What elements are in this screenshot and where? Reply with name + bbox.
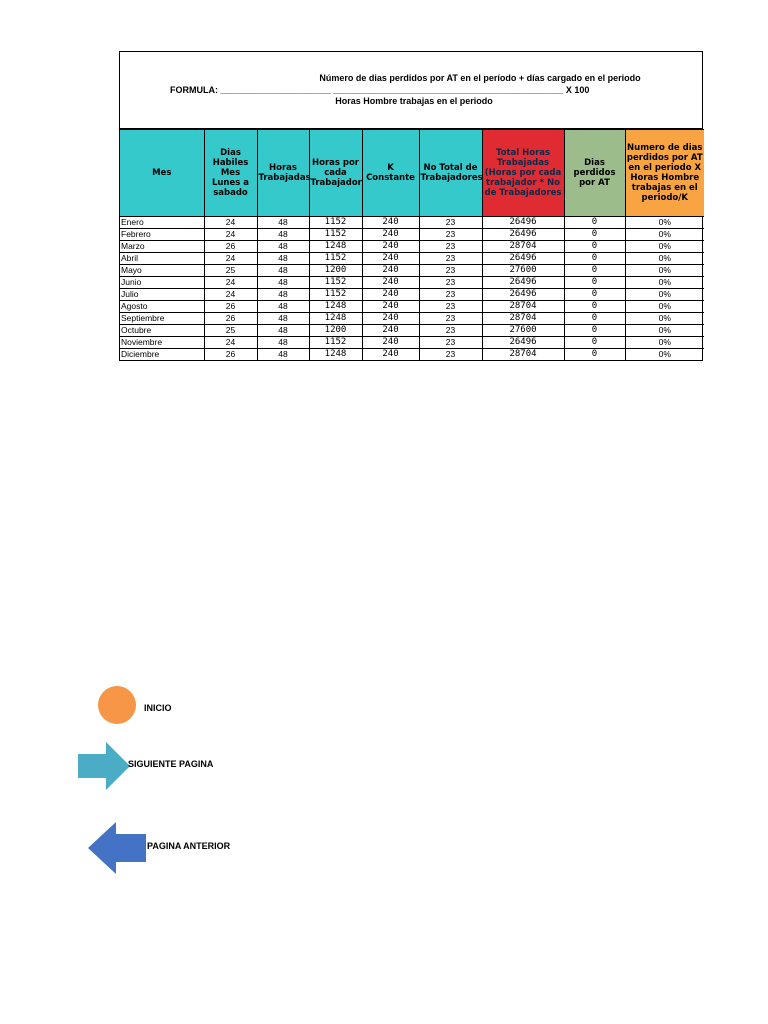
header-horas-trabajadas: Horas Trabajadas: [257, 130, 309, 217]
table-cell[interactable]: 48: [257, 241, 309, 253]
table-cell[interactable]: 24: [204, 253, 257, 265]
table-cell[interactable]: 1152: [309, 277, 362, 289]
header-dias-perdidos: Dias perdidos por AT: [564, 130, 625, 217]
table-cell[interactable]: 240: [362, 349, 419, 361]
table-cell[interactable]: 240: [362, 253, 419, 265]
table-cell[interactable]: 23: [419, 253, 482, 265]
table-cell[interactable]: 48: [257, 337, 309, 349]
table-cell[interactable]: 24: [204, 217, 257, 229]
table-cell[interactable]: 0: [564, 325, 625, 337]
header-k-constante: K Constante: [362, 130, 419, 217]
table-cell[interactable]: 23: [419, 217, 482, 229]
cell-mes[interactable]: Septiembre: [120, 313, 204, 325]
table-cell[interactable]: 0: [564, 229, 625, 241]
table-cell[interactable]: 0%: [625, 253, 704, 265]
header-dias-habiles: Dias Habiles Mes Lunes a sabado: [204, 130, 257, 217]
pagina-anterior-button[interactable]: [88, 822, 146, 874]
table-cell[interactable]: 48: [257, 277, 309, 289]
table-cell[interactable]: 48: [257, 289, 309, 301]
cell-mes[interactable]: Marzo: [120, 241, 204, 253]
cell-mes[interactable]: Enero: [120, 217, 204, 229]
cell-mes[interactable]: Abril: [120, 253, 204, 265]
header-row: [120, 130, 704, 217]
table-cell[interactable]: 240: [362, 289, 419, 301]
table-cell[interactable]: 26496: [482, 277, 564, 289]
arrow-left-icon: [88, 822, 146, 874]
table-cell[interactable]: 1152: [309, 253, 362, 265]
table-row: [120, 337, 704, 349]
table-row: [120, 253, 704, 265]
table-cell[interactable]: 25: [204, 265, 257, 277]
table-row: [120, 325, 704, 337]
table-cell[interactable]: 0%: [625, 217, 704, 229]
table-cell[interactable]: 240: [362, 265, 419, 277]
table-cell[interactable]: 23: [419, 301, 482, 313]
circle-icon: [97, 685, 137, 725]
table-cell[interactable]: 0: [564, 349, 625, 361]
table-cell[interactable]: 240: [362, 313, 419, 325]
table-cell[interactable]: 1248: [309, 349, 362, 361]
table-cell[interactable]: 28704: [482, 241, 564, 253]
formula-factor: X 100: [565, 85, 590, 95]
table-cell[interactable]: 26496: [482, 337, 564, 349]
table-cell[interactable]: 0: [564, 337, 625, 349]
cell-mes[interactable]: Noviembre: [120, 337, 204, 349]
header-horas-por-trabajador: Horas por cada Trabajador: [309, 130, 362, 217]
table-cell[interactable]: 23: [419, 337, 482, 349]
table-cell[interactable]: 240: [362, 301, 419, 313]
cell-mes[interactable]: Diciembre: [120, 349, 204, 361]
formula-line: [170, 85, 589, 95]
table-cell[interactable]: 23: [419, 313, 482, 325]
arrow-right-icon: [78, 742, 130, 790]
table-cell[interactable]: 23: [419, 277, 482, 289]
formula-denominator: Horas Hombre trabajas en el periodo: [335, 96, 493, 106]
table-cell[interactable]: 1152: [309, 229, 362, 241]
table-row: [120, 277, 704, 289]
formula-fraction-line: ______________________ ______________________________________________: [220, 85, 564, 95]
table-cell[interactable]: 0: [564, 265, 625, 277]
formula-label: FORMULA:: [170, 85, 218, 95]
table-cell[interactable]: 0%: [625, 241, 704, 253]
table-cell[interactable]: 26: [204, 241, 257, 253]
table-cell[interactable]: 1152: [309, 289, 362, 301]
table-cell[interactable]: 26: [204, 301, 257, 313]
inicio-button[interactable]: [97, 685, 137, 725]
header-no-total-trabajadores: No Total de Trabajadores: [419, 130, 482, 217]
table-cell[interactable]: 48: [257, 325, 309, 337]
table-cell[interactable]: 26496: [482, 253, 564, 265]
table-cell[interactable]: 28704: [482, 313, 564, 325]
pagina-anterior-label[interactable]: PAGINA ANTERIOR: [147, 841, 231, 851]
table-cell[interactable]: 240: [362, 325, 419, 337]
table-row: [120, 229, 704, 241]
cell-mes[interactable]: Agosto: [120, 301, 204, 313]
table-cell[interactable]: 0%: [625, 349, 704, 361]
table-cell[interactable]: 24: [204, 229, 257, 241]
table-cell[interactable]: 1152: [309, 337, 362, 349]
table-cell[interactable]: 1248: [309, 241, 362, 253]
table-cell[interactable]: 26496: [482, 289, 564, 301]
table-cell[interactable]: 1200: [309, 265, 362, 277]
table-cell[interactable]: 26496: [482, 229, 564, 241]
table-cell[interactable]: 48: [257, 313, 309, 325]
cell-mes[interactable]: Febrero: [120, 229, 204, 241]
table-cell[interactable]: 240: [362, 229, 419, 241]
formula-numerator: Número de dias perdidos por AT en el período + días cargado en el periodo: [319, 73, 641, 83]
table-cell[interactable]: 0: [564, 241, 625, 253]
table-cell[interactable]: 1248: [309, 301, 362, 313]
table-cell[interactable]: 48: [257, 301, 309, 313]
table-cell[interactable]: 1248: [309, 313, 362, 325]
table-cell[interactable]: 1200: [309, 325, 362, 337]
table-cell[interactable]: 26: [204, 313, 257, 325]
table-cell[interactable]: 48: [257, 349, 309, 361]
table-cell[interactable]: 0: [564, 313, 625, 325]
cell-mes[interactable]: Julio: [120, 289, 204, 301]
table-cell[interactable]: 23: [419, 349, 482, 361]
cell-mes[interactable]: Octubre: [120, 325, 204, 337]
table-cell[interactable]: 0%: [625, 265, 704, 277]
table-cell[interactable]: 0: [564, 289, 625, 301]
table-cell[interactable]: 0: [564, 277, 625, 289]
spreadsheet-table: [119, 51, 703, 361]
table-cell[interactable]: 0: [564, 301, 625, 313]
table-cell[interactable]: 48: [257, 253, 309, 265]
table-cell[interactable]: 1152: [309, 217, 362, 229]
table-cell[interactable]: 48: [257, 217, 309, 229]
table-cell[interactable]: 0: [564, 217, 625, 229]
table-cell[interactable]: 0%: [625, 337, 704, 349]
table-cell[interactable]: 0%: [625, 313, 704, 325]
siguiente-pagina-button[interactable]: [78, 742, 130, 790]
table-cell[interactable]: 28704: [482, 301, 564, 313]
siguiente-pagina-label[interactable]: SIGUIENTE PAGINA: [128, 759, 214, 769]
table-cell[interactable]: 24: [204, 337, 257, 349]
table-cell[interactable]: 0: [564, 253, 625, 265]
header-indice: Numero de dias perdidos por AT en el periodo X Horas Hombre trabajas en el periodo/K: [625, 130, 704, 217]
table-cell[interactable]: 23: [419, 325, 482, 337]
table-cell[interactable]: 240: [362, 277, 419, 289]
table-cell[interactable]: 24: [204, 289, 257, 301]
table-cell[interactable]: 0%: [625, 277, 704, 289]
header-mes: Mes: [120, 130, 204, 217]
cell-mes[interactable]: Mayo: [120, 265, 204, 277]
table-cell[interactable]: 0%: [625, 289, 704, 301]
data-table: [120, 129, 704, 360]
formula-box: [120, 52, 702, 129]
table-row: [120, 301, 704, 313]
table-cell[interactable]: 240: [362, 241, 419, 253]
table-cell[interactable]: 48: [257, 265, 309, 277]
table-cell[interactable]: 48: [257, 229, 309, 241]
table-cell[interactable]: 23: [419, 241, 482, 253]
table-cell[interactable]: 23: [419, 289, 482, 301]
inicio-label[interactable]: INICIO: [144, 703, 172, 713]
table-cell[interactable]: 26: [204, 349, 257, 361]
table-cell[interactable]: 28704: [482, 349, 564, 361]
table-row: [120, 349, 704, 361]
cell-mes[interactable]: Junio: [120, 277, 204, 289]
table-cell[interactable]: 0%: [625, 301, 704, 313]
table-cell[interactable]: 27600: [482, 265, 564, 277]
table-row: [120, 265, 704, 277]
table-cell[interactable]: 26496: [482, 217, 564, 229]
table-row: [120, 217, 704, 229]
table-cell[interactable]: 23: [419, 229, 482, 241]
table-cell[interactable]: 0%: [625, 325, 704, 337]
header-total-horas: Total Horas Trabajadas (Horas por cada trabajador * No de Trabajadores: [482, 130, 564, 217]
table-cell[interactable]: 25: [204, 325, 257, 337]
table-cell[interactable]: 240: [362, 337, 419, 349]
table-row: [120, 289, 704, 301]
table-cell[interactable]: 23: [419, 265, 482, 277]
table-cell[interactable]: 24: [204, 277, 257, 289]
table-row: [120, 313, 704, 325]
table-cell[interactable]: 0%: [625, 229, 704, 241]
table-cell[interactable]: 27600: [482, 325, 564, 337]
table-row: [120, 241, 704, 253]
table-cell[interactable]: 240: [362, 217, 419, 229]
